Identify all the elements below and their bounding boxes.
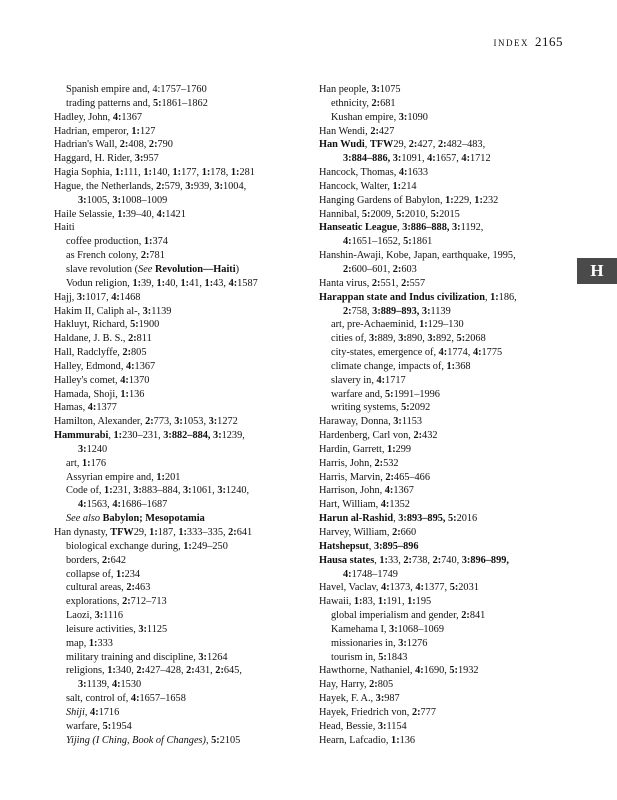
index-entry: Halley's comet, 4:1370: [54, 374, 150, 386]
index-entry: Haiti: [54, 222, 75, 234]
index-entry: Hayek, F. A., 3:987: [319, 693, 400, 705]
index-entry: leisure activities, 3:1125: [66, 623, 168, 635]
index-entry: Halley, Edmond, 4:1367: [54, 360, 156, 372]
index-column-left: [54, 83, 302, 748]
index-entry: slave revolution (See Revolution—Haiti): [66, 263, 240, 275]
index-entry: Hardin, Garrett, 1:299: [319, 443, 412, 455]
index-entry: collapse of, 1:234: [66, 568, 141, 580]
index-entry: Hardenberg, Carl von, 2:432: [319, 430, 438, 442]
index-entry: tourism in, 5:1843: [331, 651, 408, 663]
index-entry: Hammurabi, 1:230–231, 3:882–884, 3:1239,: [54, 430, 245, 442]
index-entry: explorations, 2:712–713: [66, 596, 167, 608]
section-thumb-tab: H: [577, 258, 617, 284]
index-entry: slavery in, 4:1717: [331, 374, 406, 386]
index-entry: Hakluyt, Richard, 5:1900: [54, 319, 160, 331]
index-entry: Hawthorne, Nathaniel, 4:1690, 5:1932: [319, 665, 479, 677]
index-entry: Hadley, John, 4:1367: [54, 111, 142, 123]
index-entry: Hall, Radclyffe, 2:805: [54, 347, 147, 359]
index-entry: Hausa states, 1:33, 2:738, 2:740, 3:896–899,: [319, 554, 509, 566]
index-entry: Haggard, H. Rider, 3:957: [54, 153, 159, 165]
running-header: [494, 34, 564, 50]
index-entry: Kamehama I, 3:1068–1069: [331, 623, 444, 635]
index-entry: Hamilton, Alexander, 2:773, 3:1053, 3:1272: [54, 416, 238, 428]
index-entry: Hagia Sophia, 1:111, 1:140, 1:177, 1:178, 1:281: [54, 167, 255, 179]
index-entry: Hadrian, emperor, 1:127: [54, 125, 156, 137]
index-entry: cities of, 3:889, 3:890, 3:892, 5:2068: [331, 333, 486, 345]
index-entry: Hearn, Lafcadio, 1:136: [319, 734, 416, 746]
index-entry: salt, control of, 4:1657–1658: [66, 693, 186, 705]
index-entry: Hancock, Walter, 1:214: [319, 180, 417, 192]
index-entry: Haldane, J. B. S., 2:811: [54, 333, 152, 345]
index-entry: 3:1139, 4:1530: [78, 679, 142, 691]
index-entry: Hanshin-Awaji, Kobe, Japan, earthquake, 1995,: [319, 250, 516, 262]
index-entry: Han Wendi, 2:427: [319, 125, 395, 137]
index-entry: Kushan empire, 3:1090: [331, 111, 428, 123]
index-entry: Hayek, Friedrich von, 2:777: [319, 706, 436, 718]
index-entry: 4:1748–1749: [343, 568, 398, 580]
index-entry: Harvey, William, 2:660: [319, 527, 417, 538]
index-entry: Hanta virus, 2:551, 2:557: [319, 277, 426, 289]
index-entry: warfare and, 5:1991–1996: [331, 388, 440, 400]
index-entry: Hakim II, Caliph al-, 3:1139: [54, 305, 172, 317]
index-entry: trading patterns and, 5:1861–1862: [66, 97, 208, 109]
index-entry: 4:1651–1652, 5:1861: [343, 236, 433, 248]
index-entry: art, 1:176: [66, 457, 107, 469]
index-entry: Hague, the Netherlands, 2:579, 3:939, 3:1004,: [54, 180, 247, 192]
index-entry: Haile Selassie, 1:39–40, 4:1421: [54, 208, 186, 220]
index-entry: See also Babylon; Mesopotamia: [66, 513, 205, 525]
index-entry: Han dynasty, TFW29, 1:187, 1:333–335, 2:641: [54, 527, 253, 538]
index-entry: city-states, emergence of, 4:1774, 4:1775: [331, 347, 503, 359]
index-entry: 3:884–886, 3:1091, 4:1657, 4:1712: [343, 153, 491, 165]
index-entry: Hamada, Shoji, 1:136: [54, 388, 145, 400]
index-column-right: [319, 83, 569, 748]
index-entry: Assyrian empire and, 1:201: [66, 471, 181, 483]
index-entry: Spanish empire and, 4:1757–1760: [66, 84, 207, 95]
index-entry: biological exchange during, 1:249–250: [66, 540, 228, 552]
index-entry: warfare, 5:1954: [66, 720, 132, 732]
index-entry: climate change, impacts of, 1:368: [331, 360, 471, 372]
index-entry: art, pre-Achaeminid, 1:129–130: [331, 319, 464, 331]
page-number: 2165: [535, 34, 563, 49]
index-entry: Harappan state and Indus civilization, 1:186,: [319, 291, 517, 303]
index-entry: Hajj, 3:1017, 4:1468: [54, 291, 141, 303]
index-entry: Hart, William, 4:1352: [319, 499, 410, 511]
index-entry: writing systems, 5:2092: [331, 402, 431, 414]
index-entry: 4:1563, 4:1686–1687: [78, 499, 168, 511]
index-entry: Hawaii, 1:83, 1:191, 1:195: [319, 596, 432, 608]
index-entry: Harris, Marvin, 2:465–466: [319, 471, 430, 483]
index-entry: Hatshepsut, 3:895–896: [319, 540, 419, 552]
index-entry: military training and discipline, 3:1264: [66, 651, 228, 663]
index-entry: Harris, John, 2:532: [319, 457, 399, 469]
index-entry: Hanseatic League, 3:886–888, 3:1192,: [319, 222, 484, 234]
index-entry: 2:600–601, 2:603: [343, 263, 417, 275]
index-entry: Hancock, Thomas, 4:1633: [319, 167, 429, 179]
index-entry: Harun al-Rashid, 3:893–895, 5:2016: [319, 513, 478, 525]
index-entry: Havel, Vaclav, 4:1373, 4:1377, 5:2031: [319, 582, 479, 594]
index-entry: Han Wudi, TFW29, 2:427, 2:482–483,: [319, 139, 486, 151]
index-entry: religions, 1:340, 2:427–428, 2:431, 2:645,: [66, 665, 242, 677]
index-entry: Harrison, John, 4:1367: [319, 485, 414, 497]
index-entry: map, 1:333: [66, 637, 113, 649]
index-entry: coffee production, 1:374: [66, 236, 168, 248]
index-entry: Hannibal, 5:2009, 5:2010, 5:2015: [319, 208, 460, 220]
index-entry: Yijing (I Ching, Book of Changes), 5:2105: [66, 734, 241, 746]
index-entry: Han people, 3:1075: [319, 84, 401, 95]
index-entry: Code of, 1:231, 3:883–884, 3:1061, 3:1240,: [66, 485, 250, 497]
index-entry: Shiji, 4:1716: [66, 706, 120, 718]
index-entry: Hanging Gardens of Babylon, 1:229, 1:232: [319, 194, 499, 206]
index-entry: ethnicity, 2:681: [331, 97, 396, 109]
index-entry: borders, 2:642: [66, 554, 127, 566]
index-entry: Hamas, 4:1377: [54, 402, 117, 414]
index-entry: 3:1005, 3:1008–1009: [78, 194, 168, 206]
index-entry: Hay, Harry, 2:805: [319, 679, 394, 691]
index-entry: Vodun religion, 1:39, 1:40, 1:41, 1:43, 4:1587: [66, 277, 258, 289]
index-entry: as French colony, 2:781: [66, 250, 165, 262]
index-entry: global imperialism and gender, 2:841: [331, 610, 486, 622]
index-entry: 2:758, 3:889–893, 3:1139: [343, 305, 451, 317]
index-entry: missionaries in, 3:1276: [331, 637, 428, 649]
header-label: INDEX: [493, 38, 529, 48]
index-entry: Laozi, 3:1116: [66, 610, 124, 622]
index-entry: cultural areas, 2:463: [66, 582, 151, 594]
index-entry: 3:1240: [78, 443, 108, 455]
index-entry: Head, Bessie, 3:1154: [319, 720, 407, 732]
index-entry: Haraway, Donna, 3:1153: [319, 416, 423, 428]
index-entry: Hadrian's Wall, 2:408, 2:790: [54, 139, 173, 151]
